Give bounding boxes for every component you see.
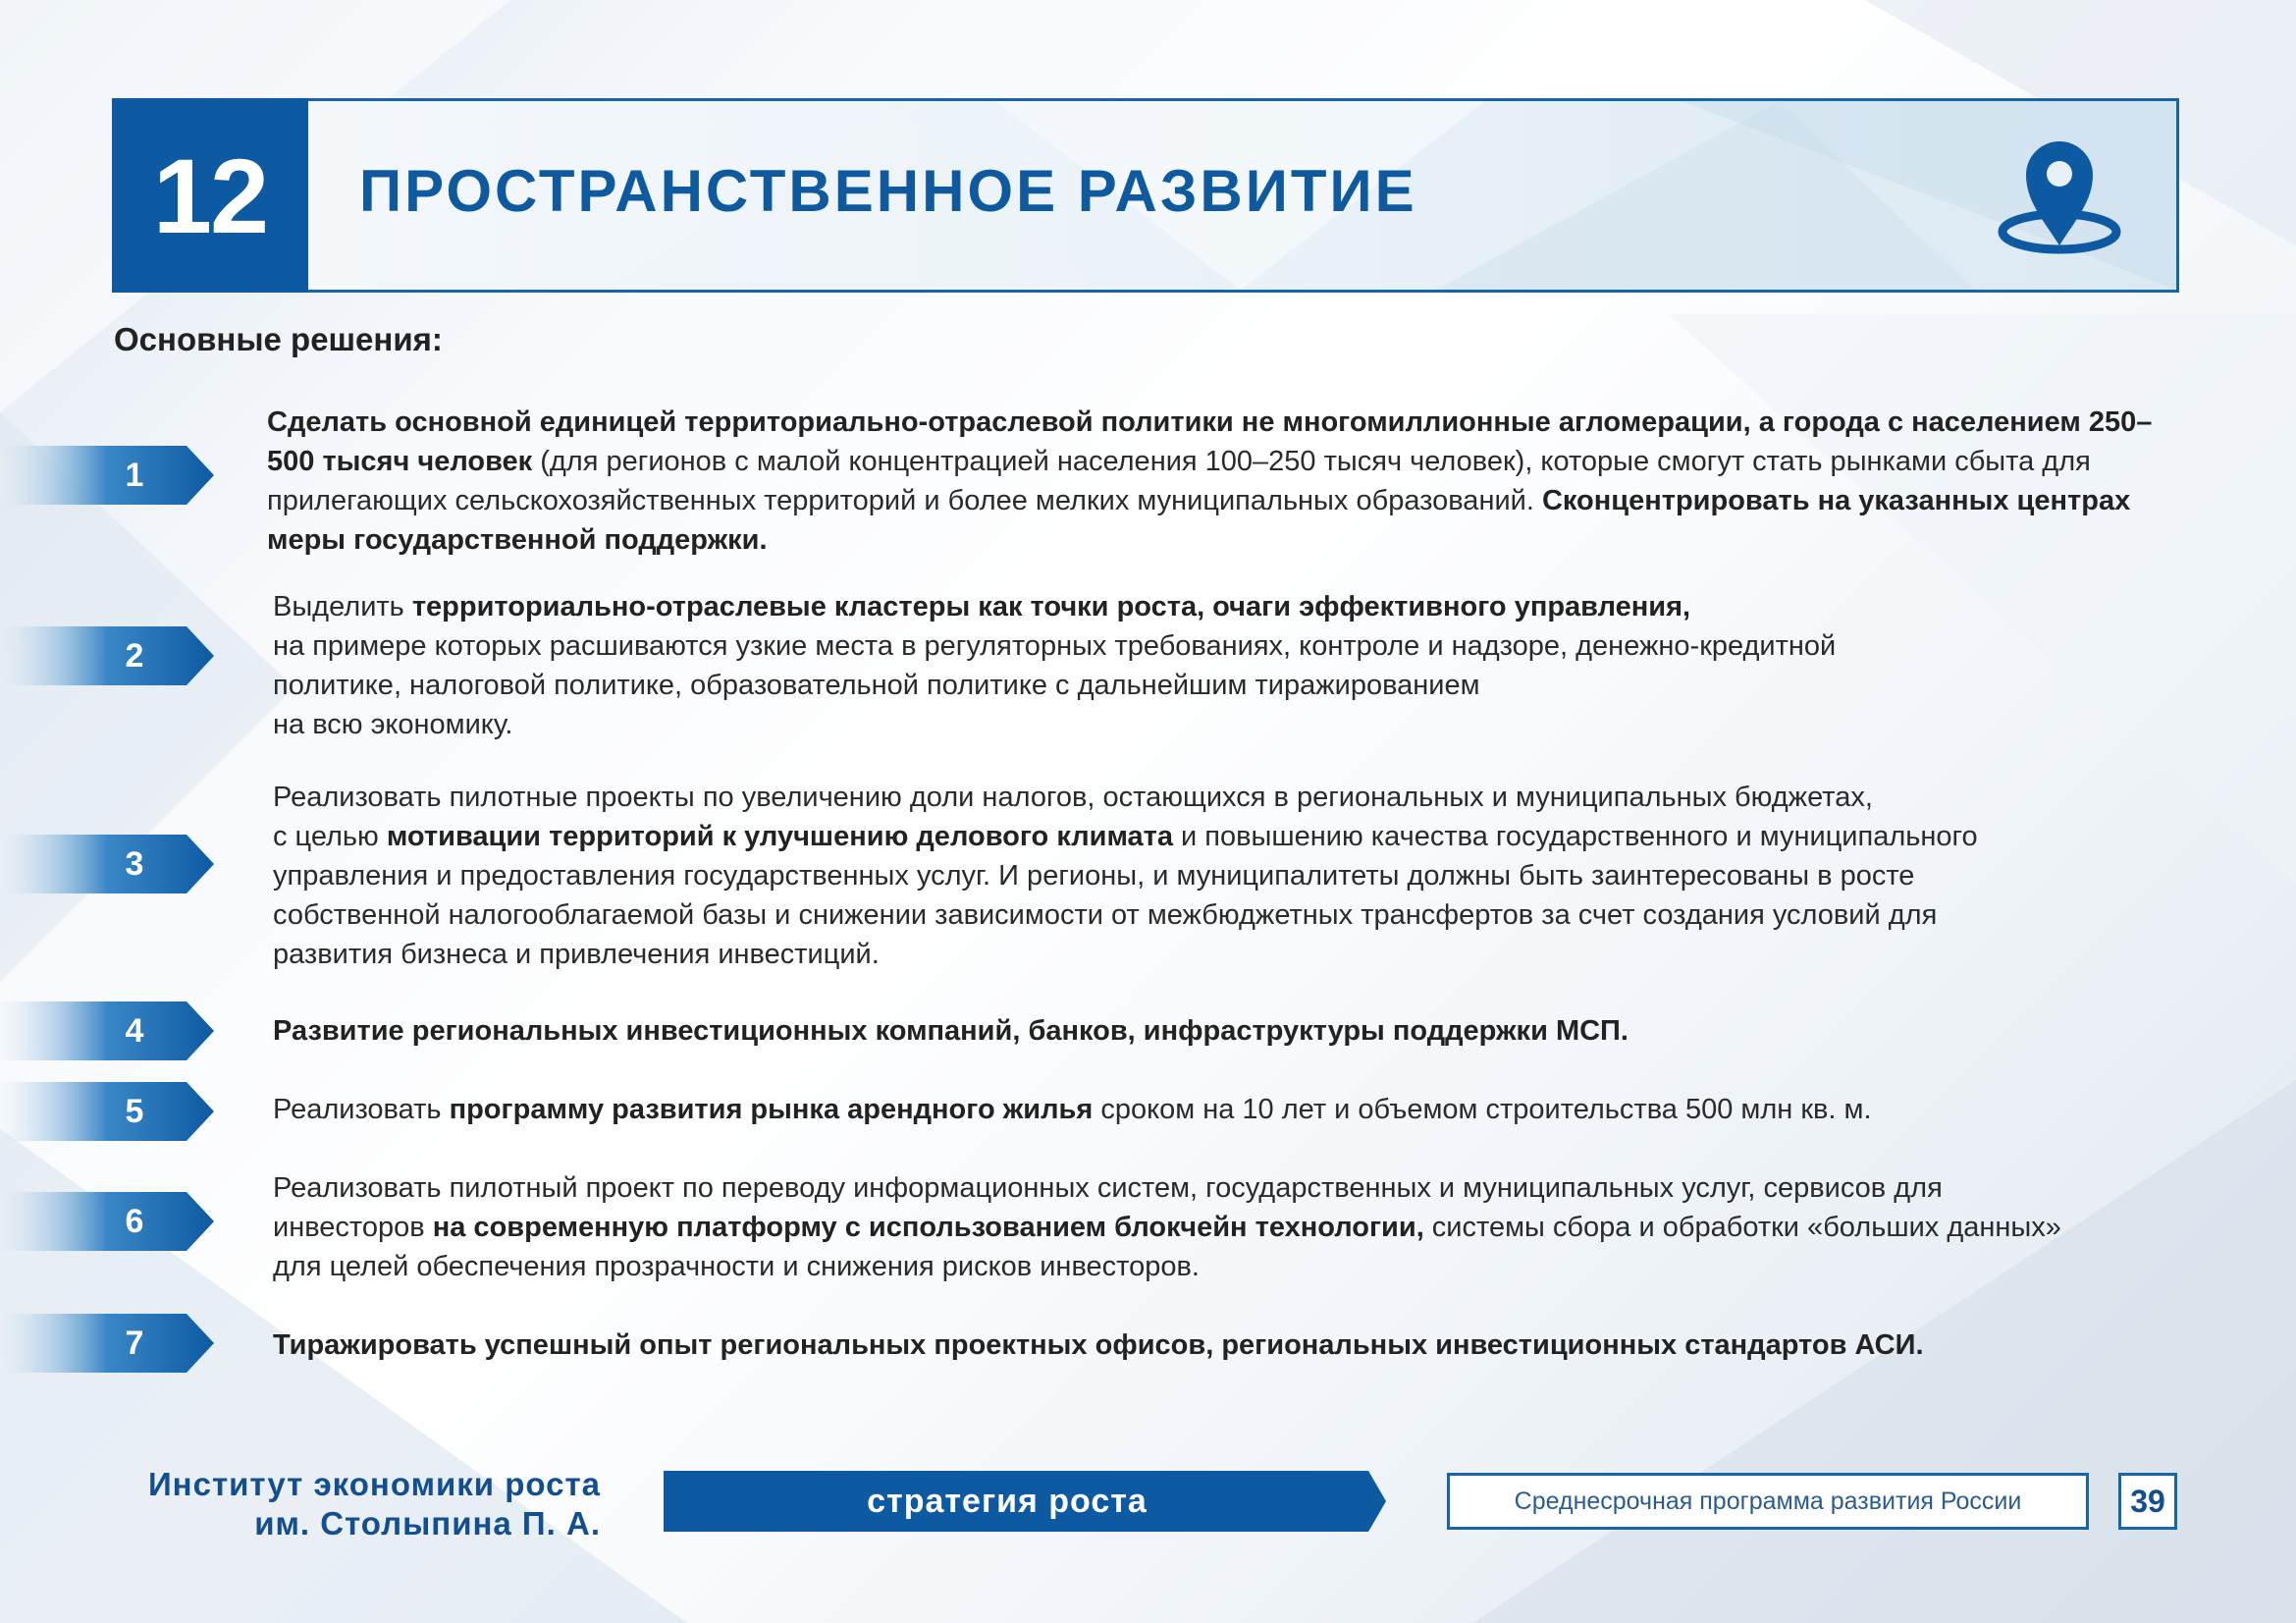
item-3-text (273, 778, 2059, 974)
item-5-lead: Реализовать (273, 1094, 450, 1125)
item-5-bold: программу развития рынка арендного жилья (449, 1094, 1094, 1125)
item-4-text (273, 1011, 2236, 1051)
item-2-body: на примере которых расшиваются узкие места в регуляторных требованиях, контроле и надзоре, денежно-кредитной политике, налоговой политике, образовательной политике с дальнейшим тиражированием (273, 630, 1837, 701)
logo-line-1: Институт экономики роста (147, 1466, 601, 1502)
program-label-box (1447, 1473, 2089, 1530)
item-3-bold: мотивации территорий к улучшению делового климата (386, 821, 1173, 852)
item-6-bold: на современную платформу с использованием блокчейн технологии, (432, 1212, 1424, 1243)
item-4-bold: Развитие региональных инвестиционных компаний, банков, инфраструктуры поддержки МСП. (273, 1015, 1629, 1047)
item-2-lead: Выделить (273, 591, 412, 622)
item-2-tail: на всю экономику. (273, 709, 513, 740)
item-6-tail: системы сбора и обработки «больших данных» для целей обеспечения прозрачности и снижения рисков инвесторов. (273, 1212, 2061, 1282)
item-number-badge (0, 1082, 216, 1141)
program-label: Среднесрочная программа развития России (1514, 1487, 2022, 1515)
logo-line-2: им. Столыпина П. А. (254, 1505, 601, 1542)
item-5-text (273, 1090, 2236, 1129)
item-2-text (273, 587, 2236, 744)
item-number: 2 (125, 637, 144, 675)
item-2-bold: территориально-отраслевые кластеры как точки роста, очаги эффективного управления, (411, 591, 1691, 622)
institute-logo (110, 1465, 601, 1543)
item-number: 7 (125, 1325, 144, 1362)
section-number: 12 (112, 98, 308, 293)
strategy-banner (664, 1471, 1388, 1532)
item-1-bold-lead: Сделать основной единицей территориально-отраслевой политики не многомиллионные агломерации, а города с населением 250–500 тысяч человек (267, 406, 2153, 477)
item-6-lead: Реализовать пилотный проект по переводу информационных систем, государственных и муниципальных услуг, сервисов для инвесторов (273, 1172, 1943, 1243)
page-number (2118, 1473, 2177, 1530)
section-subtitle: Основные решения: (114, 321, 443, 357)
item-7-text (273, 1325, 2236, 1365)
page-number-value: 39 (2130, 1483, 2165, 1519)
page-title: ПРОСТРАНСТВЕННОЕ РАЗВИТИЕ (359, 158, 1417, 224)
item-2-line-1 (273, 587, 2236, 626)
location-pin-icon (1991, 130, 2128, 267)
item-number: 4 (125, 1012, 144, 1050)
strategy-label: стратегия роста (867, 1483, 1148, 1520)
item-number: 1 (125, 457, 144, 494)
item-3-body: и повышению качества государственного и муниципального управления и предоставления государственных услуг. И регионы, и муниципалитеты должны быть заинтересованы в росте собственной налогооблагаемой базы и снижении зависимости от межбюджетных трансфертов за счет создания условий для развития бизнеса и привлечения инвестиций. (273, 821, 1978, 970)
item-3-lead: Реализовать пилотные проекты по увеличению доли налогов, остающихся в региональных и муниципальных бюджетах, (273, 782, 1873, 813)
item-7-bold: Тиражировать успешный опыт региональных проектных офисов, региональных инвестиционных стандартов АСИ. (273, 1329, 1924, 1361)
item-number: 3 (125, 845, 144, 883)
item-number-badge (0, 1001, 216, 1060)
item-number: 5 (125, 1093, 144, 1130)
item-number-badge (0, 835, 216, 893)
item-number: 6 (125, 1203, 144, 1240)
item-number-badge (0, 446, 216, 505)
item-number-badge (0, 626, 216, 685)
item-5-tail: сроком на 10 лет и объемом строительства 500 млн кв. м. (1093, 1094, 1872, 1125)
item-1-text (267, 403, 2191, 560)
item-1-body: (для регионов с малой концентрацией населения 100–250 тысяч человек), которые смогут стать рынками сбыта для прилегающих сельскохозяйственных территорий и более мелких муниципальных образований. (267, 446, 2091, 516)
item-6-text (273, 1168, 2069, 1286)
item-number-badge (0, 1314, 216, 1373)
item-number-badge (0, 1192, 216, 1251)
item-1-bold-tail: Сконцентрировать на указанных центрах меры государственной поддержки. (267, 485, 2131, 556)
item-3-prefix: с целью (273, 821, 387, 852)
